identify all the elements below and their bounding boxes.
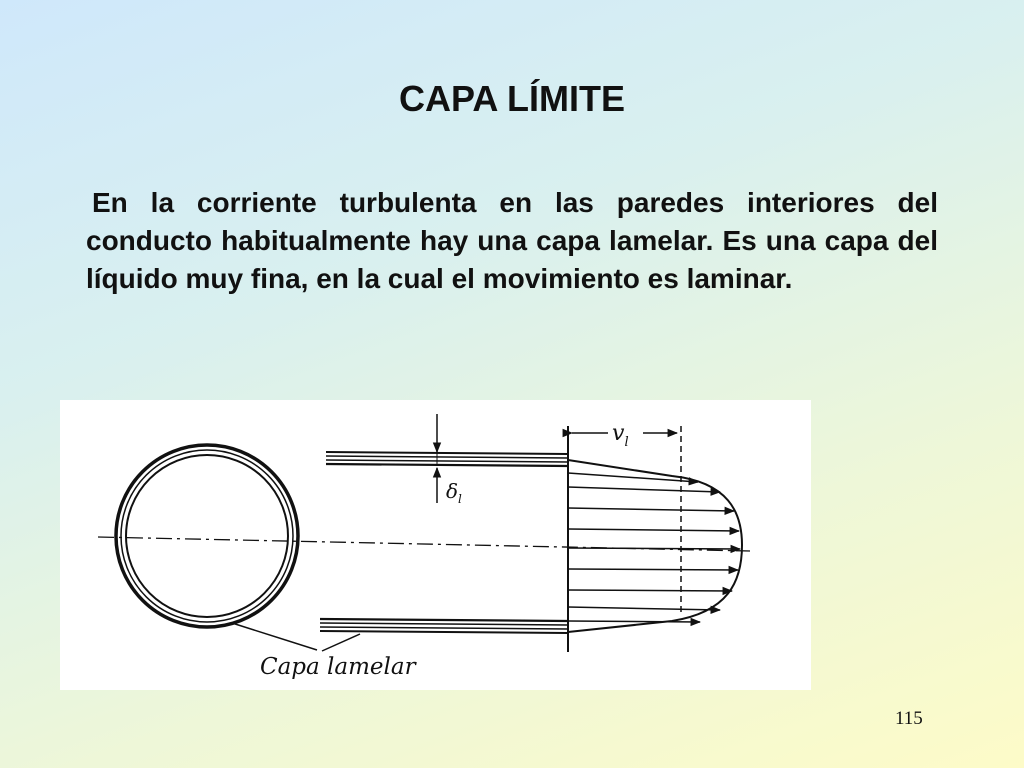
thickness-label-subscript: l: [458, 492, 462, 506]
laminar-layer-label: Capa lamelar: [260, 654, 416, 680]
velocity-arrow: [568, 569, 738, 570]
page-number: 115: [895, 708, 923, 729]
pipe-cross-section: [116, 445, 298, 627]
velocity-arrow: [568, 621, 700, 622]
velocity-label: v: [612, 421, 625, 446]
body-paragraph: En la corriente turbulenta en las paredes interiores del conducto habitualmente hay una capa lamelar. Es una capa del líquido muy fina, en la cual el movimiento es laminar.: [86, 187, 938, 294]
velocity-vectors: [568, 473, 740, 622]
velocity-arrow: [568, 548, 740, 549]
thickness-label: δ: [446, 479, 459, 503]
lower-pipe-wall: [320, 619, 568, 633]
svg-text:δl: [446, 479, 462, 506]
upper-pipe-wall: [326, 452, 568, 466]
svg-text:vl: [612, 421, 629, 450]
velocity-profile-curve: [568, 460, 742, 632]
velocity-arrow: [568, 607, 720, 610]
slide-title: CAPA LÍMITE: [399, 78, 625, 119]
velocity-arrow: [568, 529, 739, 531]
velocity-arrow: [568, 508, 734, 511]
boundary-layer-diagram: [60, 400, 811, 690]
velocity-label-subscript: l: [624, 435, 629, 450]
velocity-arrow: [568, 487, 720, 492]
velocity-arrow: [568, 590, 732, 591]
boundary-layer-figure: [60, 400, 811, 690]
